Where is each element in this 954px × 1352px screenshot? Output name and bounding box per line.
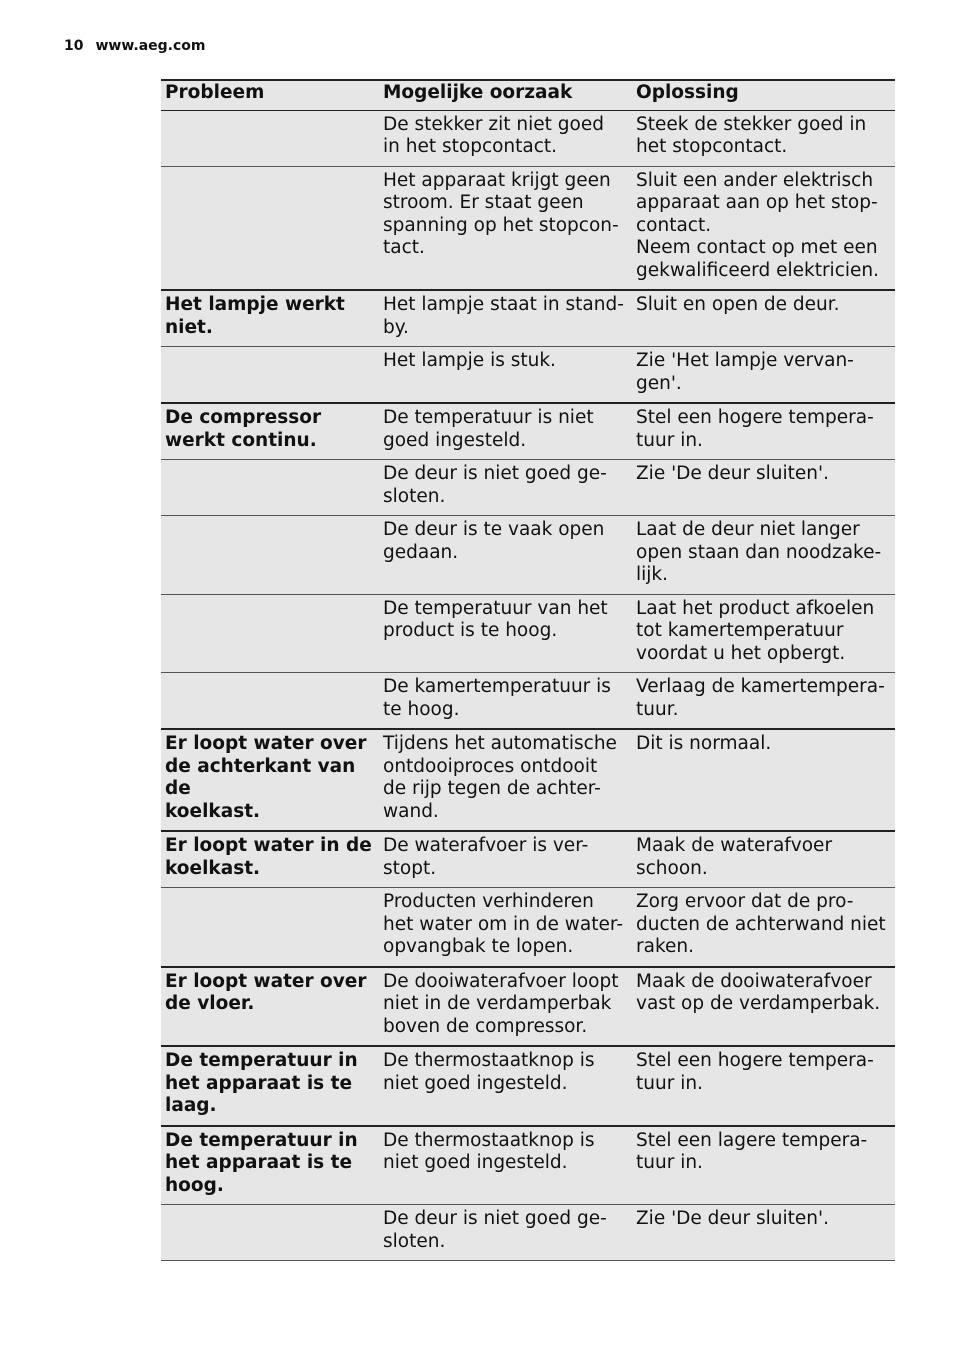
problem-cell-text: Er loopt water over de vloer. (165, 970, 367, 1014)
column-header-cause: Mogelijke oorzaak (379, 80, 632, 110)
cause-cell (379, 403, 632, 460)
table-row (161, 516, 895, 595)
site-url: www.aeg.com (95, 38, 206, 54)
solution-cell-text: Maak de waterafvoer schoon. (636, 835, 833, 879)
table-row (161, 110, 895, 166)
problem-cell (161, 888, 379, 967)
solution-cell (632, 166, 895, 290)
solution-cell-text: Laat de deur niet langer open staan dan noodzake- lijk. (636, 519, 882, 585)
solution-cell (632, 1126, 895, 1205)
table-row (161, 594, 895, 673)
solution-cell-text: Stel een lagere tempera- tuur in. (636, 1129, 868, 1173)
table-row (161, 888, 895, 967)
solution-cell (632, 1205, 895, 1261)
cause-cell (379, 1126, 632, 1205)
table-body (161, 110, 895, 1261)
cause-cell (379, 729, 632, 831)
problem-cell-text: Er loopt water over de achterkant van de koelkast. (165, 733, 367, 822)
problem-cell-text: De compressor werkt continu. (165, 407, 322, 451)
table-row (161, 967, 895, 1047)
table-row (161, 1205, 895, 1261)
solution-cell (632, 673, 895, 730)
problem-cell-text: De temperatuur in het apparaat is te laag. (165, 1050, 358, 1116)
cause-cell-text: De dooiwaterafvoer loopt niet in de verdamperbak boven de compressor. (383, 970, 619, 1037)
solution-cell (632, 831, 895, 888)
table-row (161, 1046, 895, 1126)
problem-cell (161, 516, 379, 595)
cause-cell-text: De deur is niet goed ge- sloten. (383, 1208, 607, 1252)
problem-cell (161, 594, 379, 673)
troubleshooting-table (161, 79, 895, 1261)
cause-cell (379, 516, 632, 595)
table-row (161, 729, 895, 831)
cause-cell-text: De waterafvoer is ver- stopt. (383, 835, 589, 879)
table-row (161, 347, 895, 404)
cause-cell-text: De thermostaatknop is niet goed ingesteld. (383, 1129, 595, 1173)
solution-cell (632, 290, 895, 347)
problem-cell (161, 1046, 379, 1126)
solution-cell (632, 729, 895, 831)
cause-cell (379, 673, 632, 730)
solution-cell (632, 460, 895, 516)
column-header-problem: Probleem (161, 80, 379, 110)
solution-cell (632, 1046, 895, 1126)
solution-cell (632, 110, 895, 166)
solution-cell-text: Laat het product afkoelen tot kamertemperatuur voordat u het opbergt. (636, 597, 875, 664)
solution-cell (632, 403, 895, 460)
problem-cell (161, 673, 379, 730)
cause-cell-text: Het apparaat krijgt geen stroom. Er staat geen spanning op het stopcon- tact. (383, 169, 619, 258)
cause-cell-text: De deur is te vaak open gedaan. (383, 519, 605, 563)
table-row (161, 460, 895, 516)
solution-cell (632, 967, 895, 1047)
cause-cell (379, 831, 632, 888)
table-row (161, 831, 895, 888)
solution-cell-text: Steek de stekker goed in het stopcontact. (636, 113, 867, 157)
solution-cell (632, 594, 895, 673)
column-header-solution: Oplossing (632, 80, 895, 110)
cause-cell (379, 594, 632, 673)
cause-cell (379, 967, 632, 1047)
solution-cell (632, 347, 895, 404)
problem-cell (161, 110, 379, 166)
cause-cell-text: De thermostaatknop is niet goed ingesteld. (383, 1050, 595, 1094)
solution-cell-text: Zie 'Het lampje vervan- gen'. (636, 350, 854, 394)
solution-cell-text: Stel een hogere tempera- tuur in. (636, 1050, 874, 1094)
problem-cell-text: Het lampje werkt niet. (165, 294, 345, 338)
cause-cell-text: Het lampje is stuk. (383, 350, 556, 371)
solution-cell (632, 516, 895, 595)
cause-cell (379, 290, 632, 347)
cause-cell-text: Tijdens het automatische ontdooiproces ontdooit de rijp tegen de achter- wand. (383, 733, 617, 822)
problem-cell (161, 460, 379, 516)
solution-cell-text: Dit is normaal. (636, 733, 772, 754)
solution-cell-text: Sluit en open de deur. (636, 294, 840, 315)
cause-cell (379, 347, 632, 404)
cause-cell (379, 1205, 632, 1261)
table-row (161, 673, 895, 730)
cause-cell (379, 166, 632, 290)
problem-cell (161, 1126, 379, 1205)
cause-cell (379, 888, 632, 967)
cause-cell (379, 110, 632, 166)
solution-cell-text: Stel een hogere tempera- tuur in. (636, 407, 874, 451)
problem-cell (161, 831, 379, 888)
problem-cell (161, 166, 379, 290)
problem-cell (161, 290, 379, 347)
cause-cell-text: Het lampje staat in stand- by. (383, 294, 624, 338)
problem-cell (161, 729, 379, 831)
table-header-row (161, 80, 895, 110)
problem-cell-text: Er loopt water in de koelkast. (165, 835, 372, 879)
cause-cell-text: De stekker zit niet goed in het stopcontact. (383, 113, 604, 157)
table-row (161, 1126, 895, 1205)
problem-cell-text: De temperatuur in het apparaat is te hoog. (165, 1129, 358, 1196)
cause-cell-text: Producten verhinderen het water om in de water- opvangbak te lopen. (383, 891, 624, 957)
solution-cell-text: Verlaag de kamertempera- tuur. (636, 676, 885, 720)
problem-cell (161, 403, 379, 460)
problem-cell (161, 967, 379, 1047)
page-number: 10 (64, 38, 84, 54)
solution-cell-text: Zorg ervoor dat de pro- ducten de achterwand niet raken. (636, 891, 886, 957)
table-row (161, 290, 895, 347)
cause-cell-text: De temperatuur is niet goed ingesteld. (383, 407, 594, 451)
cause-cell-text: De temperatuur van het product is te hoog. (383, 597, 608, 641)
table-row (161, 166, 895, 290)
solution-cell-text: Sluit een ander elektrisch apparaat aan op het stop- contact. Neem contact op met een gekwalificeerd elektricien. (636, 169, 879, 281)
solution-cell-text: Zie 'De deur sluiten'. (636, 463, 829, 484)
cause-cell (379, 460, 632, 516)
solution-cell-text: Maak de dooiwaterafvoer vast op de verdamperbak. (636, 970, 881, 1014)
solution-cell-text: Zie 'De deur sluiten'. (636, 1208, 829, 1229)
table-row (161, 403, 895, 460)
cause-cell-text: De kamertemperatuur is te hoog. (383, 676, 611, 720)
solution-cell (632, 888, 895, 967)
page-header (64, 38, 206, 54)
cause-cell (379, 1046, 632, 1126)
problem-cell (161, 1205, 379, 1261)
cause-cell-text: De deur is niet goed ge- sloten. (383, 463, 607, 507)
problem-cell (161, 347, 379, 404)
